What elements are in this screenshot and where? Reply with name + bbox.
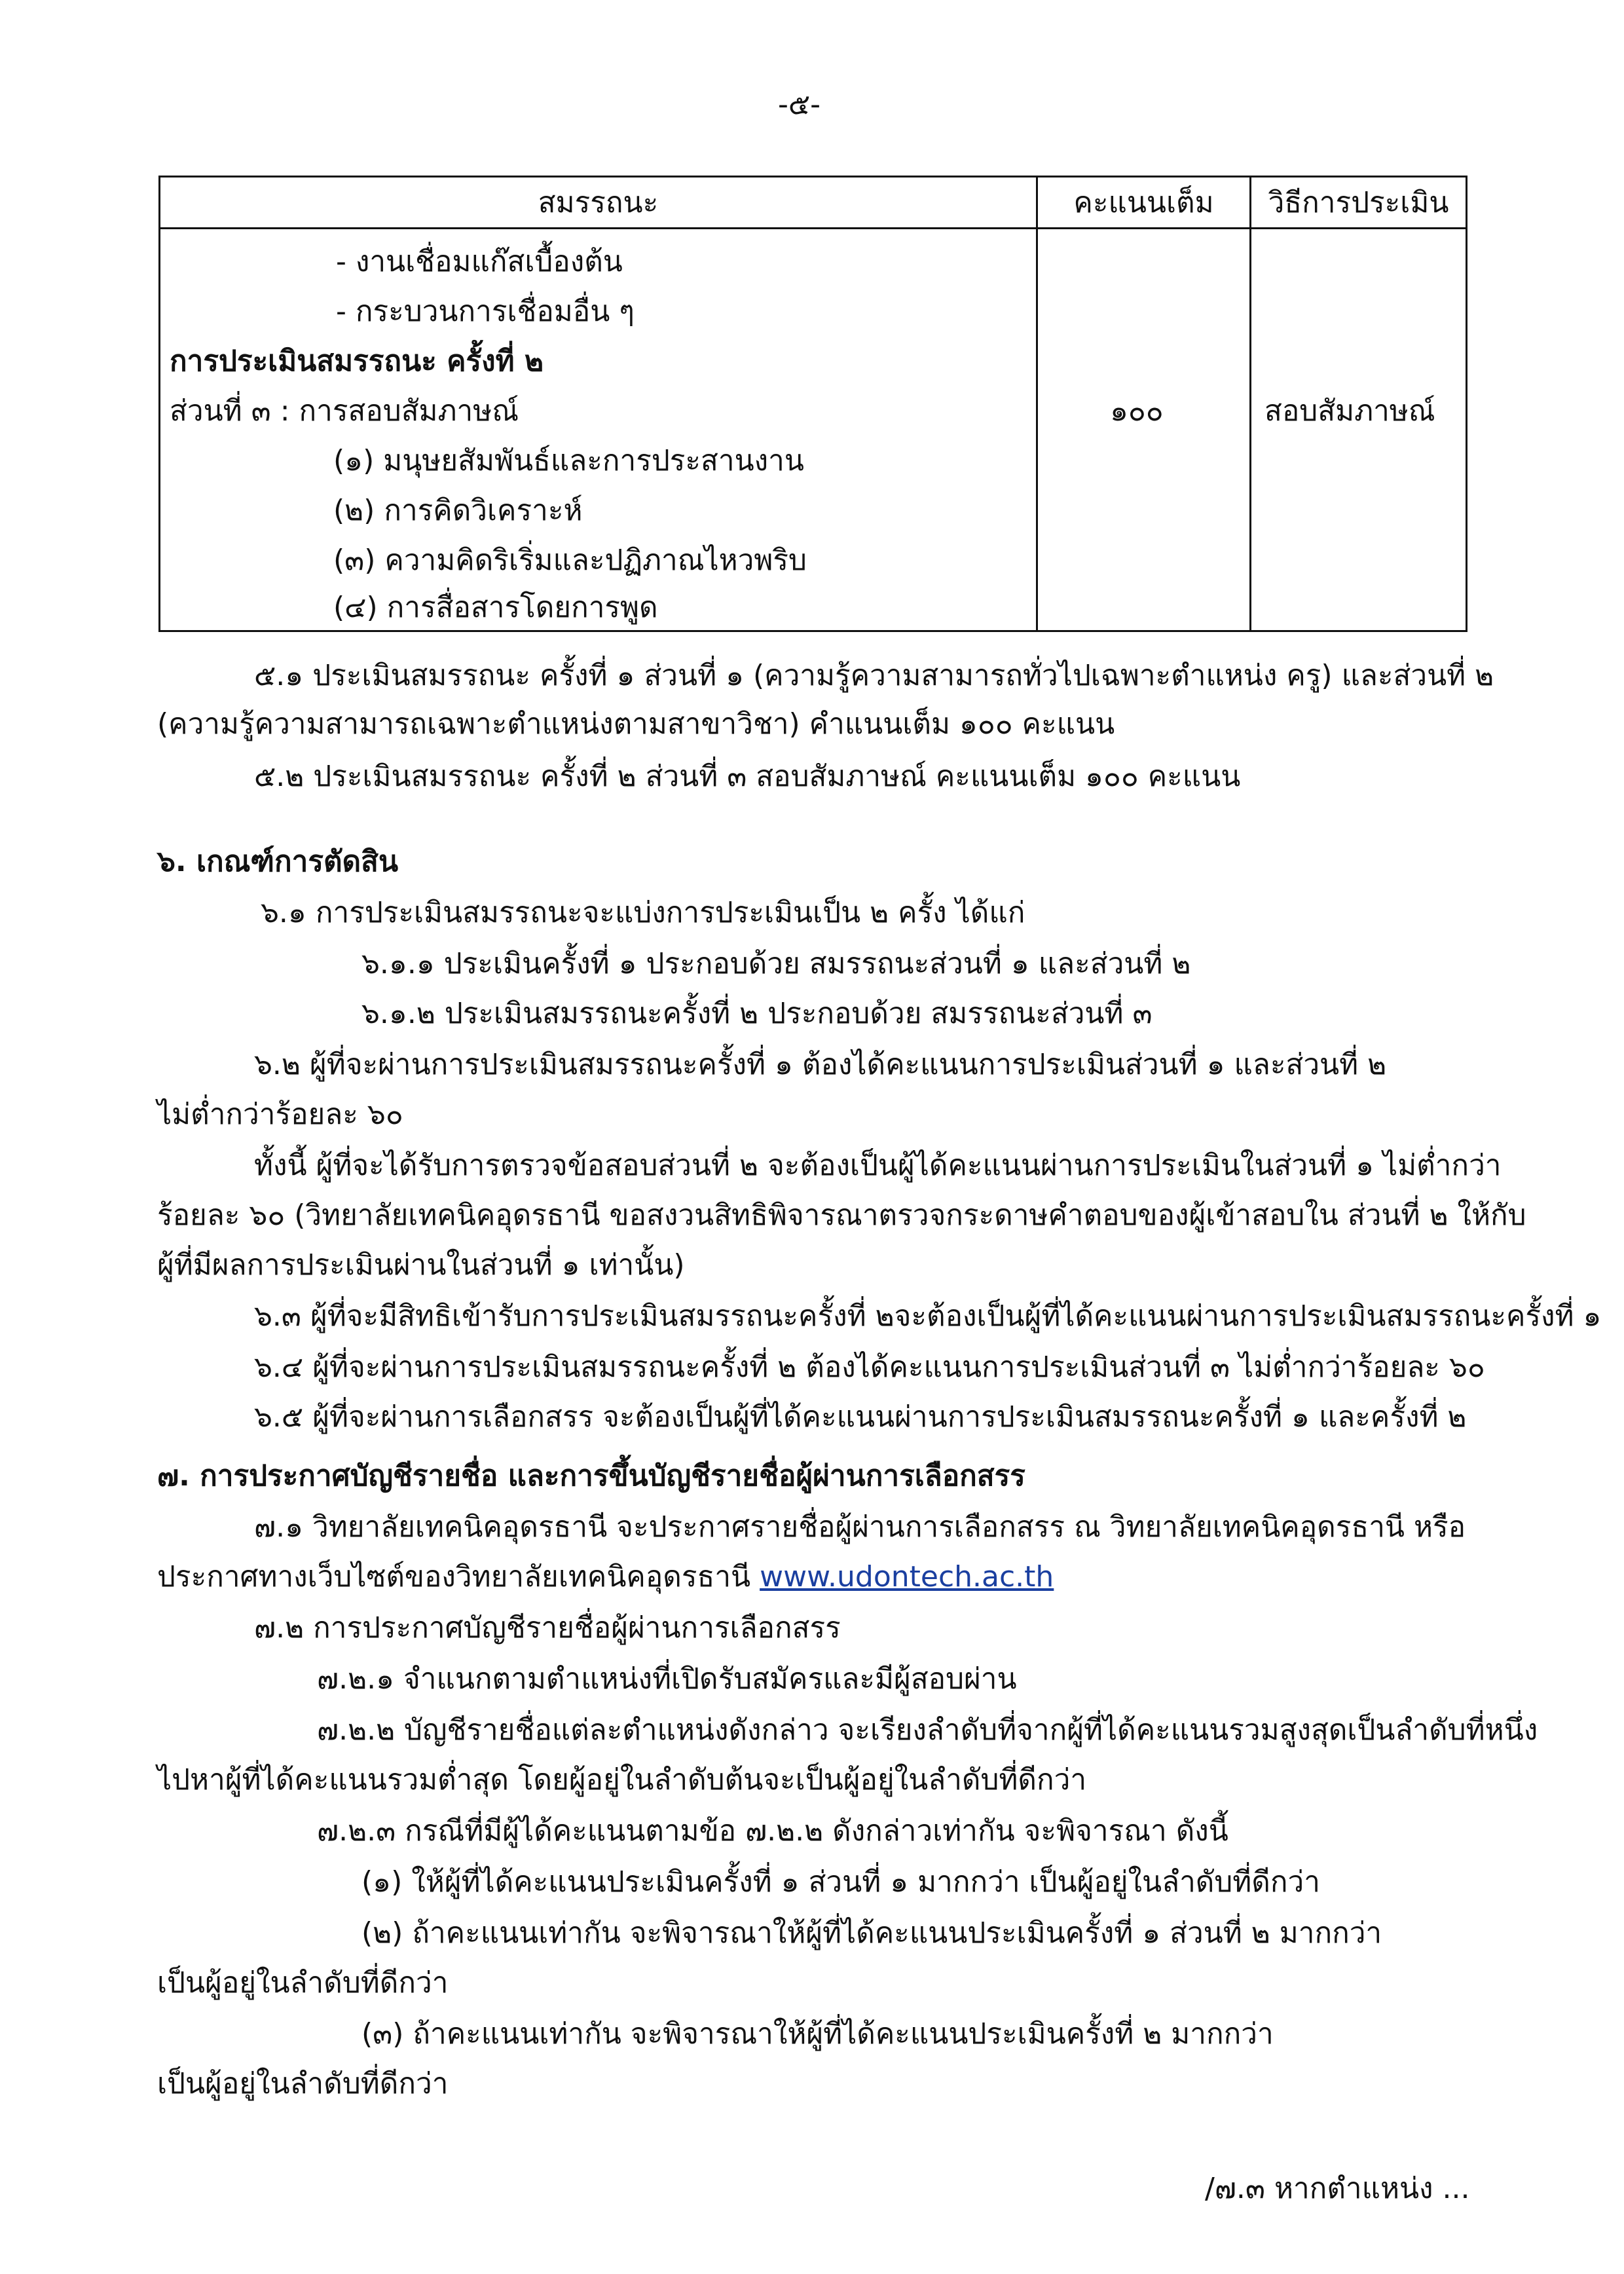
continuation-note: /๗.๓ หากตำแหน่ง ... — [1205, 2172, 1470, 2205]
section-heading: ๖. เกณฑ์การตัดสิน — [157, 845, 399, 878]
paragraph-line: (๒) ถ้าคะแนนเท่ากัน จะพิจารณาให้ผู้ที่ได้คะแนนประเมินครั้งที่ ๑ ส่วนที่ ๒ มากกว่า — [361, 1916, 1382, 1950]
col-header-full-score: คะแนนเต็ม — [1037, 177, 1251, 229]
paragraph-text: ประกาศทางเว็บไซต์ของวิทยาลัยเทคนิคอุดรธานี — [157, 1560, 751, 1594]
method-cell — [1251, 229, 1467, 631]
competency-line: ส่วนที่ ๓ : การสอบสัมภาษณ์ — [170, 394, 519, 428]
paragraph-line: ๗.๑ วิทยาลัยเทคนิคอุดรธานี จะประกาศรายชื่อผู้ผ่านการเลือกสรร ณ วิทยาลัยเทคนิคอุดรธานี หรือ — [254, 1510, 1466, 1544]
paragraph-line: ทั้งนี้ ผู้ที่จะได้รับการตรวจข้อสอบส่วนที่ ๒ จะต้องเป็นผู้ได้คะแนนผ่านการประเมินในส่วนที่ ๑ ไม่ต่ำกว่า — [254, 1149, 1502, 1182]
paragraph-line: ๖.๑.๒ ประเมินสมรรถนะครั้งที่ ๒ ประกอบด้วย สมรรถนะส่วนที่ ๓ — [361, 997, 1153, 1030]
paragraph-line: ๖.๓ ผู้ที่จะมีสิทธิเข้ารับการประเมินสมรรถนะครั้งที่ ๒จะต้องเป็นผู้ที่ได้คะแนนผ่านการประเมินสมรรถนะครั้งที่ ๑ — [254, 1299, 1602, 1333]
paragraph-line: ๕.๑ ประเมินสมรรถนะ ครั้งที่ ๑ ส่วนที่ ๑ (ความรู้ความสามารถทั่วไปเฉพาะตำแหน่ง ครู) และส่วนที่ ๒ — [254, 659, 1494, 692]
paragraph-line: (ความรู้ความสามารถเฉพาะตำแหน่งตามสาขาวิชา) คำแนนเต็ม ๑๐๐ คะแนน — [157, 707, 1115, 741]
page-number: -๕- — [778, 88, 821, 121]
col-header-competency: สมรรถนะ — [160, 177, 1037, 229]
paragraph-line: เป็นผู้อยู่ในลำดับที่ดีกว่า — [157, 2067, 449, 2100]
competency-line: (๒) การคิดวิเคราะห์ — [333, 494, 583, 527]
table-row — [160, 229, 1467, 631]
paragraph-line: ๖.๕ ผู้ที่จะผ่านการเลือกสรร จะต้องเป็นผู้ที่ได้คะแนนผ่านการประเมินสมรรถนะครั้งที่ ๑ และครั้งที่ ๒ — [254, 1400, 1467, 1434]
paragraph-line: ๗.๒.๒ บัญชีรายชื่อแต่ละตำแหน่งดังกล่าว จะเรียงลำดับที่จากผู้ที่ได้คะแนนรวมสูงสุดเป็นลำดับที่หนึ่ง — [317, 1713, 1538, 1747]
paragraph-line: ๖.๑ การประเมินสมรรถนะจะแบ่งการประเมินเป็น ๒ ครั้ง ได้แก่ — [261, 896, 1025, 929]
paragraph-line: (๓) ถ้าคะแนนเท่ากัน จะพิจารณาให้ผู้ที่ได้คะแนนประเมินครั้งที่ ๒ มากกว่า — [361, 2017, 1274, 2051]
paragraph-line: เป็นผู้อยู่ในลำดับที่ดีกว่า — [157, 1966, 449, 2000]
competency-heading: การประเมินสมรรถนะ ครั้งที่ ๒ — [170, 345, 544, 378]
website-link[interactable]: www.udontech.ac.th — [760, 1560, 1054, 1594]
competency-line: - กระบวนการเชื่อมอื่น ๆ — [336, 295, 635, 328]
paragraph-line — [157, 1560, 1054, 1594]
paragraph-line: ผู้ที่มีผลการประเมินผ่านในส่วนที่ ๑ เท่านั้น) — [157, 1248, 685, 1282]
paragraph-line: ไปหาผู้ที่ได้คะแนนรวมต่ำสุด โดยผู้อยู่ในลำดับต้นจะเป็นผู้อยู่ในลำดับที่ดีกว่า — [157, 1763, 1087, 1797]
paragraph-line: (๑) ให้ผู้ที่ได้คะแนนประเมินครั้งที่ ๑ ส่วนที่ ๑ มากกว่า เป็นผู้อยู่ในลำดับที่ดีกว่า — [361, 1865, 1320, 1899]
full-score-value: ๑๐๐ — [1110, 394, 1164, 428]
paragraph-line: ร้อยละ ๖๐ (วิทยาลัยเทคนิคอุดรธานี ขอสงวนสิทธิพิจารณาตรวจกระดาษคำตอบของผู้เข้าสอบใน ส่วนที่ ๒ ให้กับ — [157, 1199, 1526, 1232]
competency-line: - งานเชื่อมแก๊สเบื้องต้น — [336, 245, 623, 278]
competency-line: (๑) มนุษยสัมพันธ์และการประสานงาน — [333, 444, 804, 477]
competency-cell — [160, 229, 1037, 631]
paragraph-line: ๖.๔ ผู้ที่จะผ่านการประเมินสมรรถนะครั้งที่ ๒ ต้องได้คะแนนการประเมินส่วนที่ ๓ ไม่ต่ำกว่าร้อยละ ๖๐ — [254, 1351, 1485, 1384]
paragraph-line: ๖.๒ ผู้ที่จะผ่านการประเมินสมรรถนะครั้งที่ ๑ ต้องได้คะแนนการประเมินส่วนที่ ๑ และส่วนที่ ๒ — [254, 1048, 1387, 1081]
section-heading: ๗. การประกาศบัญชีรายชื่อ และการขึ้นบัญชีรายชื่อผู้ผ่านการเลือกสรร — [157, 1459, 1025, 1493]
paragraph-line: ๕.๒ ประเมินสมรรถนะ ครั้งที่ ๒ ส่วนที่ ๓ สอบสัมภาษณ์ คะแนนเต็ม ๑๐๐ คะแนน — [254, 760, 1241, 793]
competency-table — [158, 176, 1467, 632]
assessment-method-value: สอบสัมภาษณ์ — [1264, 394, 1435, 428]
paragraph-line: ๗.๒.๓ กรณีที่มีผู้ได้คะแนนตามข้อ ๗.๒.๒ ดังกล่าวเท่ากัน จะพิจารณา ดังนี้ — [317, 1814, 1228, 1848]
competency-line: (๓) ความคิดริเริ่มและปฏิภาณไหวพริบ — [333, 544, 807, 577]
table-header-row — [160, 177, 1467, 229]
score-cell — [1037, 229, 1251, 631]
paragraph-line: ๖.๑.๑ ประเมินครั้งที่ ๑ ประกอบด้วย สมรรถนะส่วนที่ ๑ และส่วนที่ ๒ — [361, 947, 1191, 980]
paragraph-line: ไม่ต่ำกว่าร้อยละ ๖๐ — [157, 1098, 403, 1131]
competency-line: (๔) การสื่อสารโดยการพูด — [333, 591, 658, 624]
col-header-method: วิธีการประเมิน — [1251, 177, 1467, 229]
paragraph-line: ๗.๒ การประกาศบัญชีรายชื่อผู้ผ่านการเลือกสรร — [254, 1611, 841, 1645]
paragraph-line: ๗.๒.๑ จำแนกตามตำแหน่งที่เปิดรับสมัครและมีผู้สอบผ่าน — [317, 1662, 1017, 1696]
